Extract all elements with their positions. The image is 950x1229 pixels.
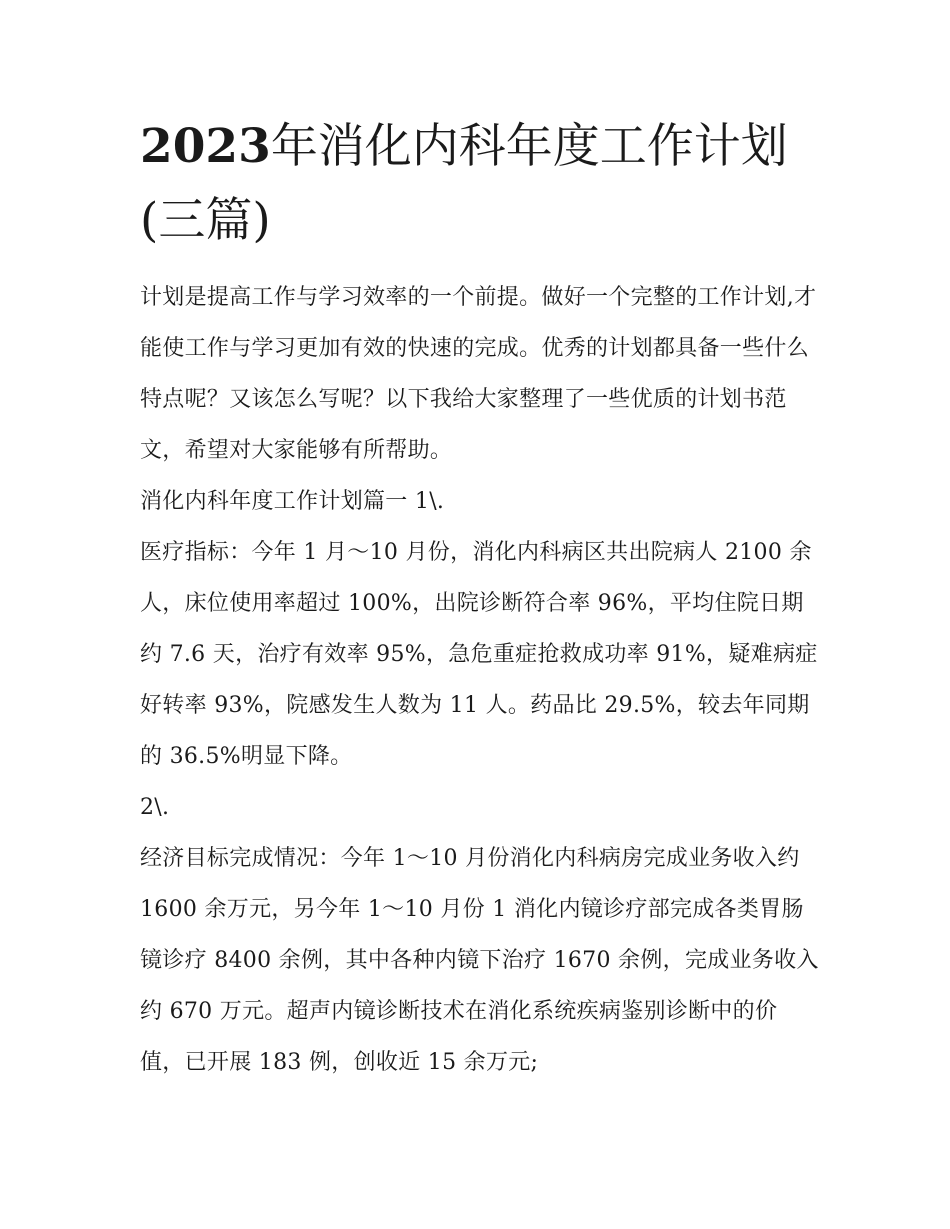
section-heading: 消化内科年度工作计划篇一 1\. bbox=[140, 489, 445, 514]
item-number: 2\. bbox=[140, 795, 170, 820]
economic-goals-paragraph: 经济目标完成情况：今年 1～10 月份消化内科病房完成业务收入约 1600 余万元，另今年 1～10 月份 1 消化内镜诊疗部完成各类胃肠镜诊疗 8400 余例，其中各种内镜下治疗 1670 余例，完成业务收入约 670 万元。超声内镜诊断技术在消化系统疾病鉴别诊断中的价值，已开展 183 例，创收近 15 余万元; bbox=[140, 846, 819, 1075]
title-year: 2023 bbox=[140, 119, 271, 174]
title-text: 年消化内科年度工作计划(三篇) bbox=[140, 119, 788, 248]
intro-paragraph: 计划是提高工作与学习效率的一个前提。做好一个完整的工作计划,才能使工作与学习更加有效的快速的完成。优秀的计划都具备一些什么特点呢？又该怎么写呢？以下我给大家整理了一些优质的计划书范文，希望对大家能够有所帮助。 bbox=[140, 285, 817, 463]
medical-indicators-paragraph: 医疗指标：今年 1 月～10 月份，消化内科病区共出院病人 2100 余人，床位使用率超过 100%，出院诊断符合率 96%，平均住院日期约 7.6 天，治疗有效率 95%，急危重症抢救成功率 91%，疑难病症好转率 93%，院感发生人数为 11 人。药品比 29.5%，较去年同期的 36.5%明显下降。 bbox=[140, 540, 818, 769]
document-title bbox=[140, 110, 820, 258]
document-page bbox=[140, 110, 820, 1088]
